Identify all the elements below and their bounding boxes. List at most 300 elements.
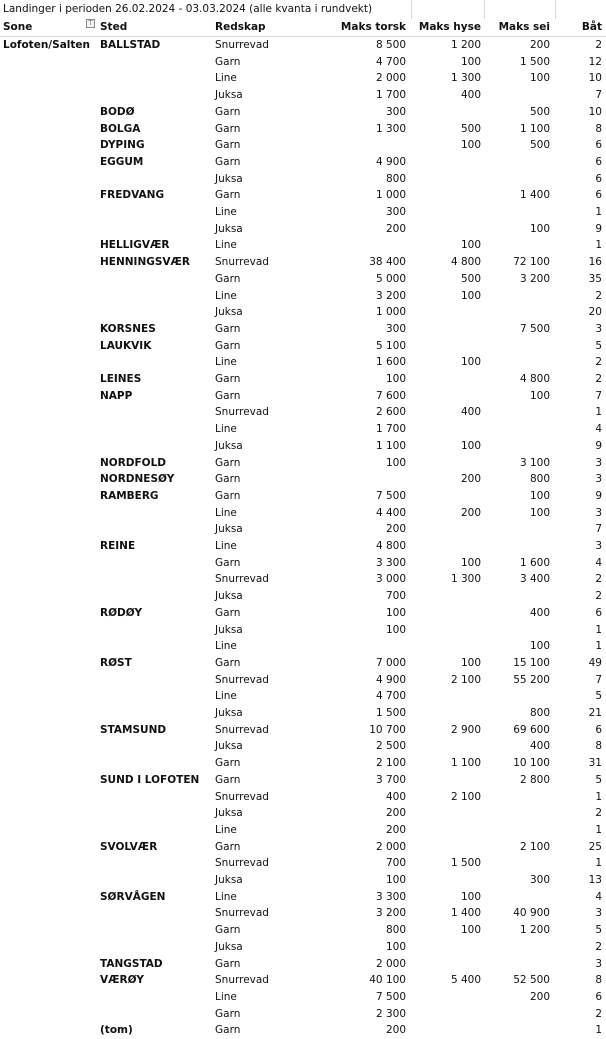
maks-torsk-cell: 8 500 [375, 39, 406, 51]
maks-torsk-cell: 100 [385, 874, 406, 886]
table-row [0, 204, 606, 221]
sted-cell: LAUKVIK [100, 339, 152, 352]
redskap-cell: Line [215, 239, 237, 252]
sted-cell: RAMBERG [100, 489, 159, 502]
maks-sei-cell: 100 [529, 640, 550, 653]
bat-cell: 1 [595, 823, 602, 836]
maks-hyse-cell: 100 [460, 556, 481, 569]
redskap-cell: Snurrevad [215, 406, 269, 419]
maks-hyse-cell: 500 [460, 122, 481, 135]
maks-torsk-cell: 200 [385, 807, 406, 820]
bat-cell: 2 [595, 940, 602, 953]
table-row [0, 421, 606, 438]
redskap-cell: Line [215, 206, 237, 218]
bat-cell: 6 [595, 189, 602, 202]
maks-sei-cell: 55 200 [513, 673, 550, 686]
table-row [0, 371, 606, 388]
maks-hyse-cell: 1 400 [450, 907, 481, 920]
table-row [0, 187, 606, 204]
maks-sei-cell: 100 [529, 222, 550, 235]
redskap-cell: Garn [215, 757, 241, 770]
bat-cell: 3 [595, 473, 602, 486]
table-row [0, 1006, 606, 1023]
table-row [0, 37, 606, 54]
maks-torsk-cell: 2 500 [375, 740, 406, 753]
maks-hyse-cell: 100 [460, 656, 481, 669]
maks-sei-cell: 200 [529, 990, 550, 1003]
bat-cell: 9 [595, 439, 602, 452]
bat-cell: 2 [595, 39, 602, 51]
sted-cell: NORDFOLD [100, 456, 167, 469]
table-row [0, 772, 606, 789]
bat-cell: 16 [588, 256, 602, 269]
redskap-cell: Garn [215, 189, 241, 202]
redskap-cell: Garn [215, 924, 241, 937]
maks-torsk-cell: 2 000 [375, 840, 406, 853]
maks-hyse-cell: 100 [460, 890, 481, 903]
table-row [0, 104, 606, 121]
redskap-cell: Garn [215, 389, 241, 402]
table-row [0, 488, 606, 505]
table-row [0, 638, 606, 655]
maks-torsk-cell: 1 000 [375, 189, 406, 202]
table-row [0, 738, 606, 755]
redskap-cell: Juksa [215, 439, 243, 452]
maks-hyse-cell: 100 [460, 139, 481, 152]
bat-cell: 1 [595, 623, 602, 636]
table-row [0, 855, 606, 872]
maks-torsk-cell: 200 [385, 523, 406, 536]
maks-sei-cell: 2 100 [519, 840, 550, 853]
redskap-cell: Juksa [215, 740, 243, 753]
maks-hyse-cell: 1 300 [450, 573, 481, 586]
maks-sei-cell: 3 100 [519, 456, 550, 469]
redskap-cell: Garn [215, 840, 241, 853]
table-row [0, 605, 606, 622]
maks-hyse-cell: 1 500 [450, 857, 481, 870]
header-maks-sei: Maks sei [498, 21, 550, 33]
table-row [0, 588, 606, 605]
bat-cell: 6 [595, 155, 602, 168]
redskap-cell: Line [215, 540, 237, 552]
bat-cell: 3 [595, 957, 602, 970]
maks-sei-cell: 400 [529, 606, 550, 619]
sted-cell: HELLIGVÆR [100, 239, 170, 252]
maks-torsk-cell: 200 [385, 222, 406, 235]
table-row [0, 805, 606, 822]
redskap-cell: Line [215, 990, 237, 1003]
maks-torsk-cell: 800 [385, 924, 406, 937]
maks-torsk-cell: 300 [385, 206, 406, 218]
maks-hyse-cell: 400 [460, 406, 481, 419]
maks-hyse-cell: 500 [460, 272, 481, 285]
table-row [0, 254, 606, 271]
bat-cell: 1 [595, 239, 602, 252]
maks-torsk-cell: 700 [385, 590, 406, 603]
maks-torsk-cell: 3 200 [375, 907, 406, 920]
table-row [0, 321, 606, 338]
bat-cell: 10 [588, 105, 602, 118]
table-row [0, 521, 606, 538]
maks-sei-cell: 3 200 [519, 272, 550, 285]
maks-hyse-cell: 5 400 [450, 974, 481, 987]
maks-sei-cell: 100 [529, 506, 550, 519]
redskap-cell: Line [215, 690, 237, 703]
table-row [0, 538, 606, 555]
maks-sei-cell: 7 500 [519, 322, 550, 335]
maks-torsk-cell: 3 700 [375, 773, 406, 786]
bat-cell: 10 [588, 72, 602, 85]
redskap-cell: Garn [215, 489, 241, 502]
maks-sei-cell: 500 [529, 139, 550, 152]
bat-cell: 2 [595, 1007, 602, 1020]
sted-cell: RØDØY [100, 606, 143, 619]
header-row [0, 19, 606, 37]
header-redskap: Redskap [215, 21, 266, 33]
maks-hyse-cell: 100 [460, 55, 481, 68]
maks-torsk-cell: 2 000 [375, 957, 406, 970]
bat-cell: 21 [588, 707, 602, 719]
bat-cell: 7 [595, 389, 602, 402]
bat-cell: 2 [595, 373, 602, 385]
table-row [0, 505, 606, 522]
table-row [0, 872, 606, 889]
maks-torsk-cell: 40 100 [369, 974, 406, 987]
sted-cell: SØRVÅGEN [100, 890, 166, 903]
sted-cell: NAPP [100, 389, 133, 402]
redskap-cell: Garn [215, 322, 241, 335]
maks-torsk-cell: 3 300 [375, 556, 406, 569]
maks-torsk-cell: 300 [385, 105, 406, 118]
bat-cell: 6 [595, 606, 602, 619]
maks-sei-cell: 300 [529, 874, 550, 886]
maks-torsk-cell: 4 800 [375, 540, 406, 552]
redskap-cell: Line [215, 289, 237, 302]
maks-torsk-cell: 800 [385, 172, 406, 185]
bat-cell: 5 [595, 924, 602, 937]
maks-torsk-cell: 100 [385, 623, 406, 636]
bat-cell: 35 [588, 272, 602, 285]
maks-torsk-cell: 400 [385, 790, 406, 803]
redskap-cell: Snurrevad [215, 790, 269, 803]
table-row [0, 956, 606, 973]
maks-torsk-cell: 300 [385, 322, 406, 335]
redskap-cell: Juksa [215, 874, 243, 886]
table-row [0, 889, 606, 906]
sted-cell: STAMSUND [100, 723, 167, 736]
maks-sei-cell: 1 100 [519, 122, 550, 135]
maks-sei-cell: 2 800 [519, 773, 550, 786]
report-title: Landinger i perioden 26.02.2024 - 03.03.2024 (alle kvanta i rundvekt) [0, 0, 412, 19]
maks-torsk-cell: 7 500 [375, 990, 406, 1003]
bat-cell: 1 [595, 790, 602, 803]
sted-cell: (tom) [100, 1024, 133, 1037]
table-row [0, 705, 606, 722]
maks-torsk-cell: 2 100 [375, 757, 406, 770]
redskap-cell: Snurrevad [215, 857, 269, 870]
redskap-cell: Juksa [215, 940, 243, 953]
sted-cell: NORDNESØY [100, 473, 175, 486]
zone-cell: Lofoten/Salten [3, 39, 90, 51]
redskap-cell: Snurrevad [215, 907, 269, 920]
maks-sei-cell: 1 400 [519, 189, 550, 202]
maks-sei-cell: 69 600 [513, 723, 550, 736]
redskap-cell: Juksa [215, 306, 243, 319]
maks-sei-cell: 52 500 [513, 974, 550, 987]
table-row [0, 1022, 606, 1039]
filter-icon[interactable]: ⊤ [87, 19, 94, 27]
table-row [0, 622, 606, 639]
header-maks-torsk: Maks torsk [340, 21, 406, 33]
maks-torsk-cell: 3 200 [375, 289, 406, 302]
sted-cell: LEINES [100, 373, 142, 385]
table-row [0, 154, 606, 171]
maks-torsk-cell: 1 500 [375, 707, 406, 719]
table-row [0, 221, 606, 238]
redskap-cell: Juksa [215, 523, 243, 536]
table-row [0, 171, 606, 188]
maks-sei-cell: 4 800 [519, 373, 550, 385]
maks-hyse-cell: 2 100 [450, 790, 481, 803]
maks-torsk-cell: 1 700 [375, 423, 406, 436]
bat-cell: 1 [595, 1024, 602, 1037]
redskap-cell: Line [215, 640, 237, 653]
redskap-cell: Garn [215, 339, 241, 352]
redskap-cell: Juksa [215, 623, 243, 636]
maks-torsk-cell: 4 700 [375, 55, 406, 68]
maks-sei-cell: 3 400 [519, 573, 550, 586]
bat-cell: 2 [595, 356, 602, 369]
redskap-cell: Garn [215, 55, 241, 68]
redskap-cell: Snurrevad [215, 723, 269, 736]
maks-torsk-cell: 100 [385, 373, 406, 385]
table-row [0, 338, 606, 355]
bat-cell: 31 [588, 757, 602, 770]
bat-cell: 7 [595, 523, 602, 536]
maks-torsk-cell: 2 600 [375, 406, 406, 419]
maks-sei-cell: 40 900 [513, 907, 550, 920]
redskap-cell: Juksa [215, 590, 243, 603]
redskap-cell: Garn [215, 773, 241, 786]
maks-hyse-cell: 100 [460, 924, 481, 937]
maks-torsk-cell: 100 [385, 606, 406, 619]
maks-torsk-cell: 38 400 [369, 256, 406, 269]
bat-cell: 12 [588, 55, 602, 68]
maks-sei-cell: 1 500 [519, 55, 550, 68]
table-row [0, 54, 606, 71]
maks-hyse-cell: 100 [460, 356, 481, 369]
redskap-cell: Garn [215, 957, 241, 970]
sted-cell: KORSNES [100, 322, 156, 335]
redskap-cell: Juksa [215, 807, 243, 820]
maks-torsk-cell: 2 000 [375, 72, 406, 85]
maks-hyse-cell: 200 [460, 506, 481, 519]
sted-cell: HENNINGSVÆR [100, 256, 191, 269]
table-row [0, 271, 606, 288]
maks-hyse-cell: 1 200 [450, 39, 481, 51]
table-row [0, 688, 606, 705]
redskap-cell: Line [215, 423, 237, 436]
maks-hyse-cell: 100 [460, 239, 481, 252]
bat-cell: 8 [595, 122, 602, 135]
header-sone: Sone [3, 21, 33, 33]
bat-cell: 2 [595, 573, 602, 586]
table-row [0, 455, 606, 472]
redskap-cell: Garn [215, 122, 241, 135]
bat-cell: 25 [588, 840, 602, 853]
bat-cell: 8 [595, 974, 602, 987]
maks-torsk-cell: 1 700 [375, 89, 406, 102]
table-row [0, 972, 606, 989]
table-row [0, 354, 606, 371]
table-row [0, 438, 606, 455]
table-row [0, 755, 606, 772]
maks-torsk-cell: 7 000 [375, 656, 406, 669]
maks-hyse-cell: 2 100 [450, 673, 481, 686]
maks-torsk-cell: 4 900 [375, 155, 406, 168]
redskap-cell: Line [215, 506, 237, 519]
sted-cell: BOLGA [100, 122, 141, 135]
redskap-cell: Garn [215, 456, 241, 469]
sted-cell: DYPING [100, 139, 145, 152]
redskap-cell: Line [215, 72, 237, 85]
bat-cell: 6 [595, 139, 602, 152]
bat-cell: 5 [595, 690, 602, 703]
bat-cell: 2 [595, 289, 602, 302]
redskap-cell: Garn [215, 556, 241, 569]
bat-cell: 7 [595, 89, 602, 102]
bat-cell: 9 [595, 489, 602, 502]
maks-torsk-cell: 2 300 [375, 1007, 406, 1020]
redskap-cell: Line [215, 356, 237, 369]
bat-cell: 6 [595, 172, 602, 185]
bat-cell: 2 [595, 590, 602, 603]
redskap-cell: Garn [215, 656, 241, 669]
sted-cell: FREDVANG [100, 189, 165, 202]
header-bat: Båt [581, 21, 602, 33]
bat-cell: 8 [595, 740, 602, 753]
maks-sei-cell: 200 [529, 39, 550, 51]
maks-sei-cell: 800 [529, 473, 550, 486]
maks-torsk-cell: 200 [385, 1024, 406, 1037]
maks-hyse-cell: 1 300 [450, 72, 481, 85]
empty-cell [484, 0, 556, 19]
maks-torsk-cell: 7 600 [375, 389, 406, 402]
bat-cell: 3 [595, 540, 602, 552]
table-row [0, 121, 606, 138]
bat-cell: 4 [595, 423, 602, 436]
table-row [0, 388, 606, 405]
redskap-cell: Garn [215, 1024, 241, 1037]
bat-cell: 1 [595, 206, 602, 218]
maks-torsk-cell: 1 000 [375, 306, 406, 319]
maks-hyse-cell: 4 800 [450, 256, 481, 269]
bat-cell: 4 [595, 556, 602, 569]
maks-hyse-cell: 1 100 [450, 757, 481, 770]
sted-cell: VÆRØY [100, 974, 144, 987]
table-row [0, 822, 606, 839]
maks-torsk-cell: 5 000 [375, 272, 406, 285]
redskap-cell: Garn [215, 155, 241, 168]
maks-torsk-cell: 100 [385, 940, 406, 953]
bat-cell: 3 [595, 322, 602, 335]
redskap-cell: Garn [215, 1007, 241, 1020]
bat-cell: 1 [595, 857, 602, 870]
maks-hyse-cell: 200 [460, 473, 481, 486]
redskap-cell: Juksa [215, 707, 243, 719]
table-row [0, 839, 606, 856]
table-row [0, 471, 606, 488]
sted-cell: BODØ [100, 105, 135, 118]
empty-cell [412, 0, 485, 19]
bat-cell: 5 [595, 773, 602, 786]
maks-hyse-cell: 100 [460, 289, 481, 302]
table-row [0, 237, 606, 254]
redskap-cell: Garn [215, 139, 241, 152]
maks-sei-cell: 72 100 [513, 256, 550, 269]
redskap-cell: Juksa [215, 222, 243, 235]
maks-hyse-cell: 100 [460, 439, 481, 452]
bat-cell: 6 [595, 990, 602, 1003]
maks-torsk-cell: 7 500 [375, 489, 406, 502]
maks-sei-cell: 1 200 [519, 924, 550, 937]
sted-cell: BALLSTAD [100, 39, 161, 51]
bat-cell: 13 [588, 874, 602, 886]
maks-torsk-cell: 3 000 [375, 573, 406, 586]
redskap-cell: Juksa [215, 89, 243, 102]
table-row [0, 70, 606, 87]
table-row [0, 288, 606, 305]
maks-hyse-cell: 400 [460, 89, 481, 102]
redskap-cell: Garn [215, 272, 241, 285]
maks-sei-cell: 15 100 [513, 656, 550, 669]
table-row [0, 137, 606, 154]
bat-cell: 4 [595, 890, 602, 903]
bat-cell: 1 [595, 640, 602, 653]
maks-sei-cell: 10 100 [513, 757, 550, 770]
table-row [0, 922, 606, 939]
sted-cell: RØST [100, 656, 132, 669]
bat-cell: 5 [595, 339, 602, 352]
maks-torsk-cell: 4 700 [375, 690, 406, 703]
redskap-cell: Line [215, 890, 237, 903]
maks-sei-cell: 100 [529, 389, 550, 402]
maks-torsk-cell: 4 400 [375, 506, 406, 519]
redskap-cell: Snurrevad [215, 39, 269, 51]
sted-cell: SUND I LOFOTEN [100, 773, 200, 786]
bat-cell: 1 [595, 406, 602, 419]
maks-torsk-cell: 1 100 [375, 439, 406, 452]
table-row [0, 87, 606, 104]
maks-torsk-cell: 1 300 [375, 122, 406, 135]
table-row [0, 304, 606, 321]
table-row [0, 939, 606, 956]
bat-cell: 3 [595, 456, 602, 469]
maks-torsk-cell: 1 600 [375, 356, 406, 369]
redskap-cell: Snurrevad [215, 256, 269, 269]
redskap-cell: Garn [215, 373, 241, 385]
redskap-cell: Garn [215, 473, 241, 486]
header-sted: Sted [100, 21, 128, 33]
maks-torsk-cell: 4 900 [375, 673, 406, 686]
maks-torsk-cell: 3 300 [375, 890, 406, 903]
sted-cell: REINE [100, 540, 136, 552]
maks-torsk-cell: 700 [385, 857, 406, 870]
maks-hyse-cell: 2 900 [450, 723, 481, 736]
redskap-cell: Juksa [215, 172, 243, 185]
bat-cell: 49 [588, 656, 602, 669]
redskap-cell: Line [215, 823, 237, 836]
